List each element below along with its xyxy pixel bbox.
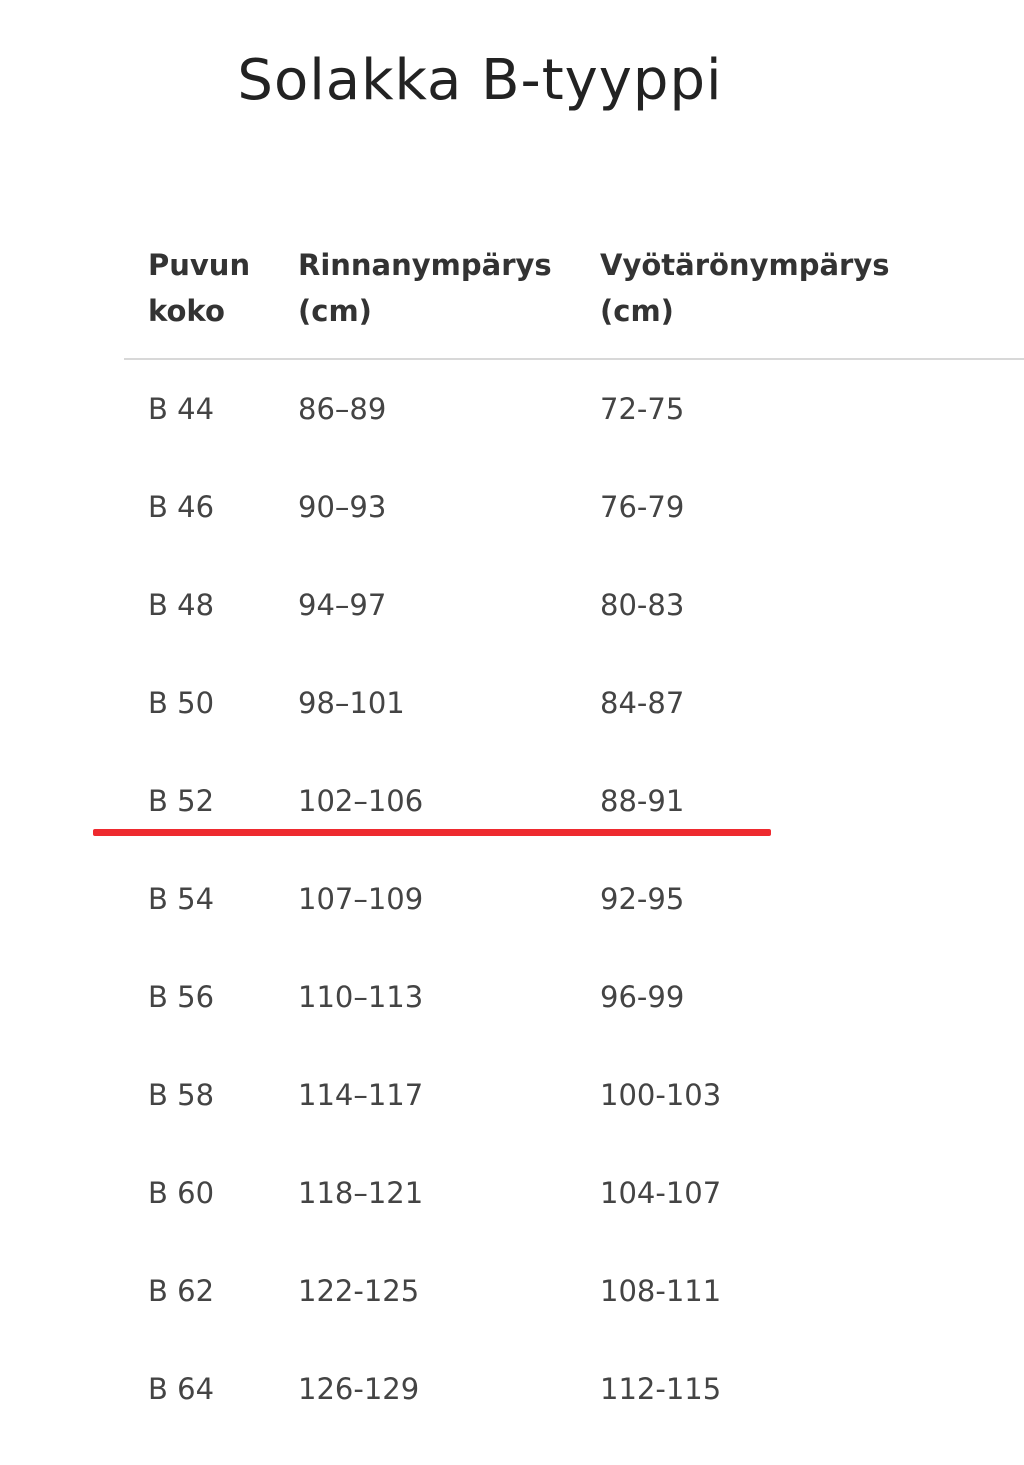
header-size-line-2: koko xyxy=(148,294,225,328)
cell-chest: 126-129 xyxy=(298,1372,420,1406)
cell-chest: 86–89 xyxy=(298,392,387,426)
header-waist xyxy=(576,236,1024,359)
cell-waist: 80-83 xyxy=(600,588,685,622)
table-row xyxy=(124,654,1024,752)
size-table xyxy=(124,236,1024,1438)
cell-size: B 48 xyxy=(148,588,215,622)
cell-size: B 46 xyxy=(148,490,215,524)
cell-chest: 98–101 xyxy=(298,686,405,720)
cell-size: B 60 xyxy=(148,1176,215,1210)
table-row xyxy=(124,1242,1024,1340)
size-table-scroll-container[interactable] xyxy=(124,236,890,1436)
header-chest xyxy=(274,236,576,359)
table-row xyxy=(124,556,1024,654)
cell-chest: 114–117 xyxy=(298,1078,424,1112)
cell-size: B 50 xyxy=(148,686,215,720)
cell-waist: 88-91 xyxy=(600,784,685,818)
cell-size: B 54 xyxy=(148,882,215,916)
page-title: Solakka B-tyyppi xyxy=(237,48,723,113)
header-chest-line-2: (cm) xyxy=(298,294,372,328)
table-row xyxy=(124,458,1024,556)
cell-size: B 62 xyxy=(148,1274,215,1308)
header-chest-line-1: Rinnanympärys xyxy=(298,248,552,282)
red-highlight-line xyxy=(93,829,771,836)
cell-chest: 122-125 xyxy=(298,1274,420,1308)
table-row xyxy=(124,1340,1024,1438)
table-row xyxy=(124,359,1024,458)
cell-waist: 100-103 xyxy=(600,1078,722,1112)
header-waist-line-1: Vyötärönympärys xyxy=(600,248,890,282)
cell-waist: 108-111 xyxy=(600,1274,722,1308)
cell-waist: 112-115 xyxy=(600,1372,722,1406)
cell-size: B 64 xyxy=(148,1372,215,1406)
table-row xyxy=(124,850,1024,948)
table-header-row xyxy=(124,236,1024,359)
cell-size: B 52 xyxy=(148,784,215,818)
cell-waist: 72-75 xyxy=(600,392,685,426)
cell-chest: 90–93 xyxy=(298,490,387,524)
cell-size: B 44 xyxy=(148,392,215,426)
cell-waist: 84-87 xyxy=(600,686,685,720)
cell-chest: 102–106 xyxy=(298,784,424,818)
cell-waist: 92-95 xyxy=(600,882,685,916)
cell-chest: 94–97 xyxy=(298,588,387,622)
table-row xyxy=(124,948,1024,1046)
cell-waist: 76-79 xyxy=(600,490,685,524)
cell-chest: 110–113 xyxy=(298,980,424,1014)
header-waist-line-2: (cm) xyxy=(600,294,674,328)
table-row xyxy=(124,1144,1024,1242)
cell-waist: 104-107 xyxy=(600,1176,722,1210)
header-size xyxy=(124,236,274,359)
cell-size: B 56 xyxy=(148,980,215,1014)
cell-chest: 107–109 xyxy=(298,882,424,916)
cell-chest: 118–121 xyxy=(298,1176,424,1210)
header-size-line-1: Puvun xyxy=(148,248,251,282)
table-row xyxy=(124,1046,1024,1144)
cell-waist: 96-99 xyxy=(600,980,685,1014)
cell-size: B 58 xyxy=(148,1078,215,1112)
